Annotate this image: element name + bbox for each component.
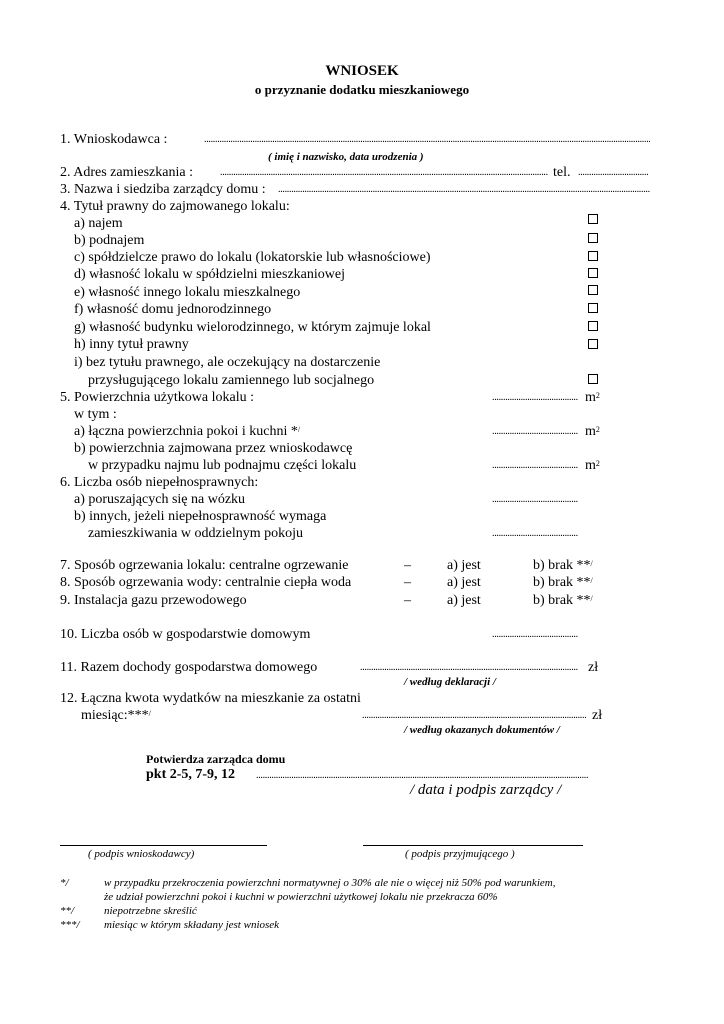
dash: – (404, 558, 411, 573)
field-9-option-brak[interactable]: b) brak **/ (533, 593, 593, 608)
field-10-label: 10. Liczba osób w gospodarstwie domowym (60, 627, 311, 642)
field-5b-input[interactable] (492, 460, 578, 471)
field-6b-input[interactable] (492, 528, 578, 539)
option-4c: c) spółdzielcze prawo do lokalu (lokatorskie lub własnościowe) (74, 250, 431, 265)
field-8-label: 8. Sposób ogrzewania wody: centralnie ciepła woda (60, 575, 352, 590)
confirm-title: Potwierdza zarządca domu (146, 752, 286, 766)
field-9-option-jest[interactable]: a) jest (447, 593, 481, 608)
footnote-1-text1: w przypadku przekroczenia powierzchni normatywnej o 30% ale nie o więcej niż 50% pod warunkiem, (104, 877, 556, 889)
unit-m2: $m^2$ (585, 390, 600, 405)
signature-left-label: ( podpis wnioskodawcy) (88, 848, 195, 860)
field-5-input[interactable] (492, 392, 578, 403)
field-9-label: 9. Instalacja gazu przewodowego (60, 593, 247, 608)
field-6-label: 6. Liczba osób niepełnosprawnych: (60, 475, 259, 490)
field-6b-line1: b) innych, jeżeli niepełnosprawność wymaga (74, 509, 327, 524)
option-4b: b) podnajem (74, 233, 145, 248)
field-8-option-brak[interactable]: b) brak **/ (533, 575, 593, 590)
footnote-1-mark: */ (60, 877, 69, 889)
field-12-line2: miesiąc:***/ (81, 708, 151, 723)
unit-m2: $m^2$ (585, 424, 600, 439)
option-4i-line2: przysługującego lokalu zamiennego lub socjalnego (88, 373, 375, 388)
signature-line-right (363, 845, 583, 846)
option-4g: g) własność budynku wielorodzinnego, w którym zajmuje lokal (74, 320, 431, 335)
field-6a-label: a) poruszających się na wózku (74, 492, 246, 507)
footnote-3-mark: ***/ (60, 919, 80, 931)
signature-line-left (60, 845, 267, 846)
checkbox-4g[interactable] (588, 321, 598, 331)
field-5a-label: a) łączna powierzchnia pokoi i kuchni */ (74, 424, 301, 439)
confirm-signature-hint: / data i podpis zarządcy / (410, 782, 562, 798)
field-11-label: 11. Razem dochody gospodarstwa domowego (60, 660, 318, 675)
field-2-tel-label: tel. (553, 165, 571, 180)
confirm-signature-input[interactable] (256, 770, 588, 781)
field-2-input[interactable] (220, 167, 548, 178)
currency-zl: zł (588, 660, 599, 675)
field-7-option-jest[interactable]: a) jest (447, 558, 481, 573)
form-subtitle: o przyznanie dodatku mieszkaniowego (254, 82, 470, 97)
field-5a-input[interactable] (492, 426, 578, 437)
option-4d: d) własność lokalu w spółdzielni mieszkaniowej (74, 267, 345, 282)
checkbox-4f[interactable] (588, 303, 598, 313)
field-1-label: 1. Wnioskodawca : (60, 132, 168, 147)
checkbox-4e[interactable] (588, 285, 598, 295)
field-12-hint: / według okazanych dokumentów / (404, 724, 560, 736)
field-3-label: 3. Nazwa i siedziba zarządcy domu : (60, 182, 266, 197)
dash: – (404, 575, 411, 590)
signature-right-label: ( podpis przyjmującego ) (405, 848, 515, 860)
field-2-tel-input[interactable] (578, 167, 648, 178)
field-7-option-brak[interactable]: b) brak **/ (533, 558, 593, 573)
field-11-input[interactable] (360, 662, 578, 673)
field-12-line1: 12. Łączna kwota wydatków na mieszkanie za ostatni (60, 691, 361, 706)
option-4h: h) inny tytuł prawny (74, 337, 189, 352)
field-5-label: 5. Powierzchnia użytkowa lokalu : (60, 390, 255, 405)
form-title: WNIOSEK (325, 63, 399, 79)
field-3-input[interactable] (278, 184, 650, 195)
field-5b-line1: b) powierzchnia zajmowana przez wnioskodawcę (74, 441, 353, 456)
unit-m2: $m^2$ (585, 458, 600, 473)
field-5b-line2: w przypadku najmu lub podnajmu części lokalu (88, 458, 357, 473)
confirm-pkt: pkt 2-5, 7-9, 12 (146, 767, 236, 782)
checkbox-4a[interactable] (588, 214, 598, 224)
checkbox-4d[interactable] (588, 268, 598, 278)
option-4e: e) własność innego lokalu mieszkalnego (74, 285, 301, 300)
field-6a-input[interactable] (492, 494, 578, 505)
checkbox-4b[interactable] (588, 233, 598, 243)
field-1-hint: ( imię i nazwisko, data urodzenia ) (268, 151, 424, 163)
checkbox-4i[interactable] (588, 374, 598, 384)
field-11-hint: / według deklaracji / (404, 676, 496, 688)
option-4a: a) najem (74, 216, 123, 231)
footnote-2-text: niepotrzebne skreślić (104, 905, 197, 917)
field-4-label: 4. Tytuł prawny do zajmowanego lokalu: (60, 199, 290, 214)
field-8-option-jest[interactable]: a) jest (447, 575, 481, 590)
field-2-label: 2. Adres zamieszkania : (60, 165, 193, 180)
checkbox-4c[interactable] (588, 251, 598, 261)
field-12-input[interactable] (362, 710, 586, 721)
option-4i-line1: i) bez tytułu prawnego, ale oczekujący na dostarczenie (74, 355, 381, 370)
currency-zl: zł (592, 708, 603, 723)
footnote-3-text: miesiąc w którym składany jest wniosek (104, 919, 280, 931)
field-7-label: 7. Sposób ogrzewania lokalu: centralne ogrzewanie (60, 558, 349, 573)
dash: – (404, 593, 411, 608)
footnote-1-text2: że udział powierzchni pokoi i kuchni w powierzchni użytkowej lokalu nie przekracza 60% (104, 891, 498, 903)
footnote-2-mark: **/ (60, 905, 75, 917)
checkbox-4h[interactable] (588, 339, 598, 349)
field-10-input[interactable] (492, 629, 578, 640)
field-5-wtym: w tym : (74, 407, 117, 422)
field-6b-line2: zamieszkiwania w oddzielnym pokoju (88, 526, 303, 541)
option-4f: f) własność domu jednorodzinnego (74, 302, 272, 317)
field-1-input[interactable] (204, 134, 650, 145)
